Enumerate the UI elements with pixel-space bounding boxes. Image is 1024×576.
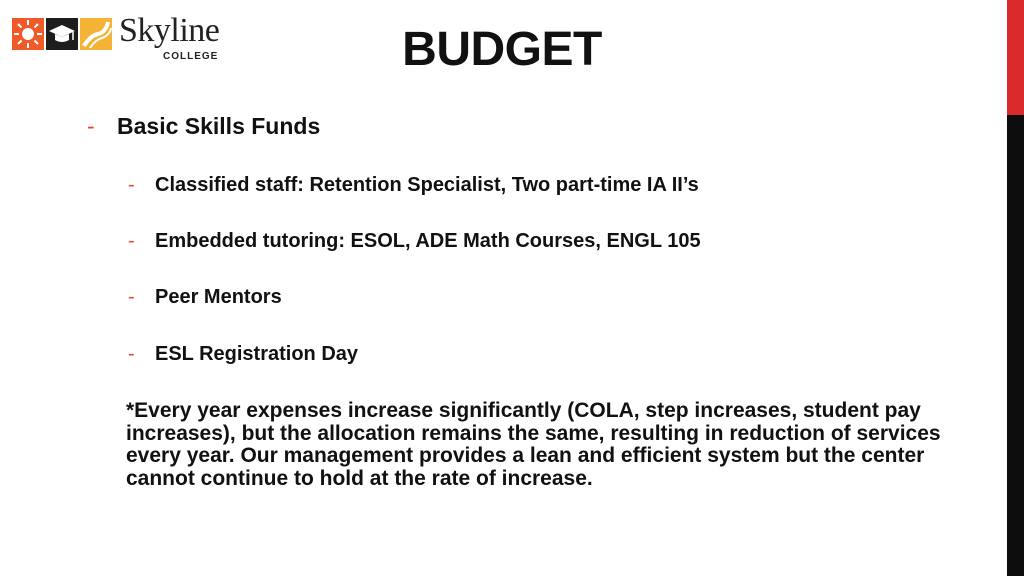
bullet-dash: - [128,230,135,252]
heading-text: Basic Skills Funds [117,113,321,139]
road-icon [80,18,112,50]
sun-icon [12,18,44,50]
right-edge-bar [1007,0,1024,576]
bullet-dash: - [128,174,135,196]
right-edge-bar-black [1007,115,1024,576]
list-item [128,286,282,309]
list-item [128,343,358,366]
right-edge-bar-red [1007,0,1024,115]
bullet-dash: - [128,286,135,308]
graduation-cap-icon [46,18,78,50]
list-item-text: ESL Registration Day [155,343,359,365]
page-title: BUDGET [402,23,602,76]
list-item-text: Peer Mentors [155,286,282,308]
list-item [128,230,701,253]
bullet-dash: - [128,343,135,365]
budget-note: *Every year expenses increase significantly (COLA, step increases, student pay increases), but the allocation remains the same, resulting in reduction of services every year. Our management provides a lean and efficient system but the center cannot continue to hold at the rate of increase. [126,399,941,490]
list-item-text: Classified staff: Retention Specialist, Two part-time IA II’s [155,174,699,196]
list-item-text: Embedded tutoring: ESOL, ADE Math Courses, ENGL 105 [155,230,701,252]
list-item [128,174,699,197]
logo-brand-text: Skyline [119,12,220,49]
logo-sub-text: COLLEGE [163,51,219,62]
bullet-dash: - [87,113,95,139]
heading-bullet [87,113,320,140]
